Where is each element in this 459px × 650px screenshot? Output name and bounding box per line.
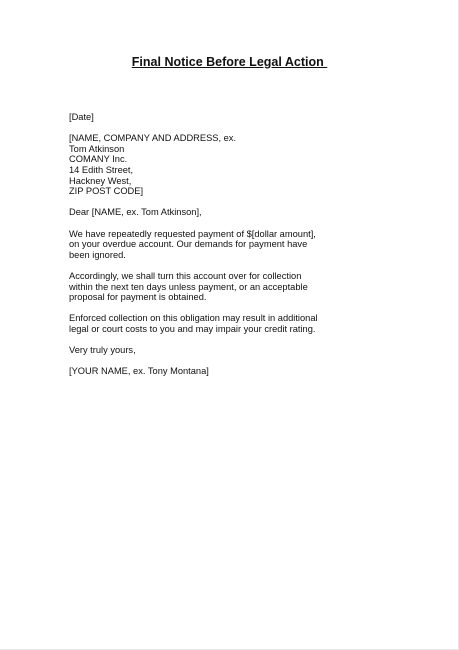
closing: Very truly yours,: [69, 345, 136, 356]
address-line: Hackney West,: [69, 175, 132, 186]
letter-body: [69, 112, 369, 377]
paragraph-line: proposal for payment is obtained.: [69, 292, 207, 303]
address-line: 14 Edith Street,: [69, 164, 134, 175]
paragraph-enforced-collection: [69, 313, 369, 334]
letter-title: Final Notice Before Legal Action: [131, 55, 328, 69]
salutation: Dear [NAME, ex. Tom Atkinson],: [69, 207, 202, 218]
address-line: COMANY Inc.: [69, 154, 128, 165]
address-line: [NAME, COMPANY AND ADDRESS, ex.: [69, 133, 237, 144]
paragraph-line: on your overdue account. Our demands for payment have: [69, 239, 308, 250]
address-line: Tom Atkinson: [69, 143, 125, 154]
letter-date: [Date]: [69, 112, 94, 122]
paragraph-line: within the next ten days unless payment, or an acceptable: [69, 281, 308, 292]
paragraph-line: We have repeatedly requested payment of $[dollar amount],: [69, 228, 316, 239]
paragraph-payment-requests: [69, 229, 369, 261]
paragraph-line: legal or court costs to you and may impair your credit rating.: [69, 323, 316, 334]
recipient-address: [69, 133, 369, 197]
signature: [YOUR NAME, ex. Tony Montana]: [69, 366, 209, 377]
paragraph-line: Accordingly, we shall turn this account over for collection: [69, 270, 302, 281]
paragraph-line: Enforced collection on this obligation may result in additional: [69, 313, 318, 324]
paragraph-collection-notice: [69, 271, 369, 303]
address-line: ZIP POST CODE]: [69, 186, 144, 197]
paragraph-line: been ignored.: [69, 249, 126, 260]
